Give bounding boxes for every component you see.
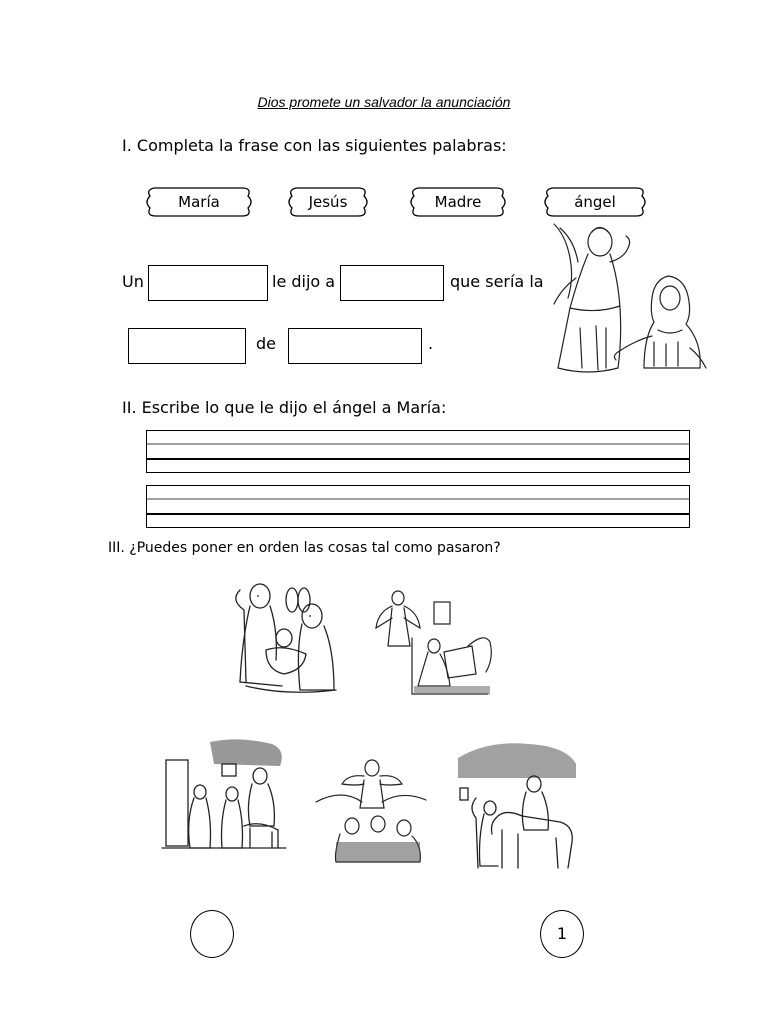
answer-box-3[interactable] [128,328,246,364]
journey-picture[interactable] [448,738,580,876]
section-2-heading: II. Escribe lo que le dijo el ángel a María: [122,398,447,417]
word-label: Madre [434,193,482,211]
annunciation-illustration [540,218,712,384]
answer-box-4[interactable] [288,328,422,364]
word-cloud-madre [406,184,510,220]
word-cloud-maria [142,184,256,220]
sentence-part-5: . [428,334,434,353]
shepherds-picture[interactable] [312,754,430,866]
annunciation-picture[interactable] [368,582,494,706]
sentence-part-1: Un [122,272,144,291]
inn-door-picture[interactable] [160,736,288,858]
sentence-part-2: le dijo a [272,272,336,291]
page-title: Dios promete un salvador la anunciación [257,94,511,110]
word-label: Jesús [308,193,348,211]
order-circle-number[interactable] [540,910,584,958]
sentence-part-4: de [256,334,276,353]
writing-lines-1[interactable] [146,430,691,474]
answer-box-2[interactable] [340,265,444,301]
nativity-picture[interactable] [226,570,344,700]
order-number: 1 [556,924,568,943]
word-label: ángel [574,193,616,211]
word-cloud-angel [540,184,650,220]
writing-lines-2[interactable] [146,485,691,529]
word-cloud-jesus [284,184,372,220]
section-3-heading: III. ¿Puedes poner en orden las cosas tal como pasaron? [108,540,501,556]
sentence-part-3: que sería la [450,272,544,291]
section-1-heading: I. Completa la frase con las siguientes palabras: [122,136,507,155]
answer-box-1[interactable] [148,265,268,301]
order-circle-empty[interactable] [190,910,234,958]
word-label: María [178,193,220,211]
